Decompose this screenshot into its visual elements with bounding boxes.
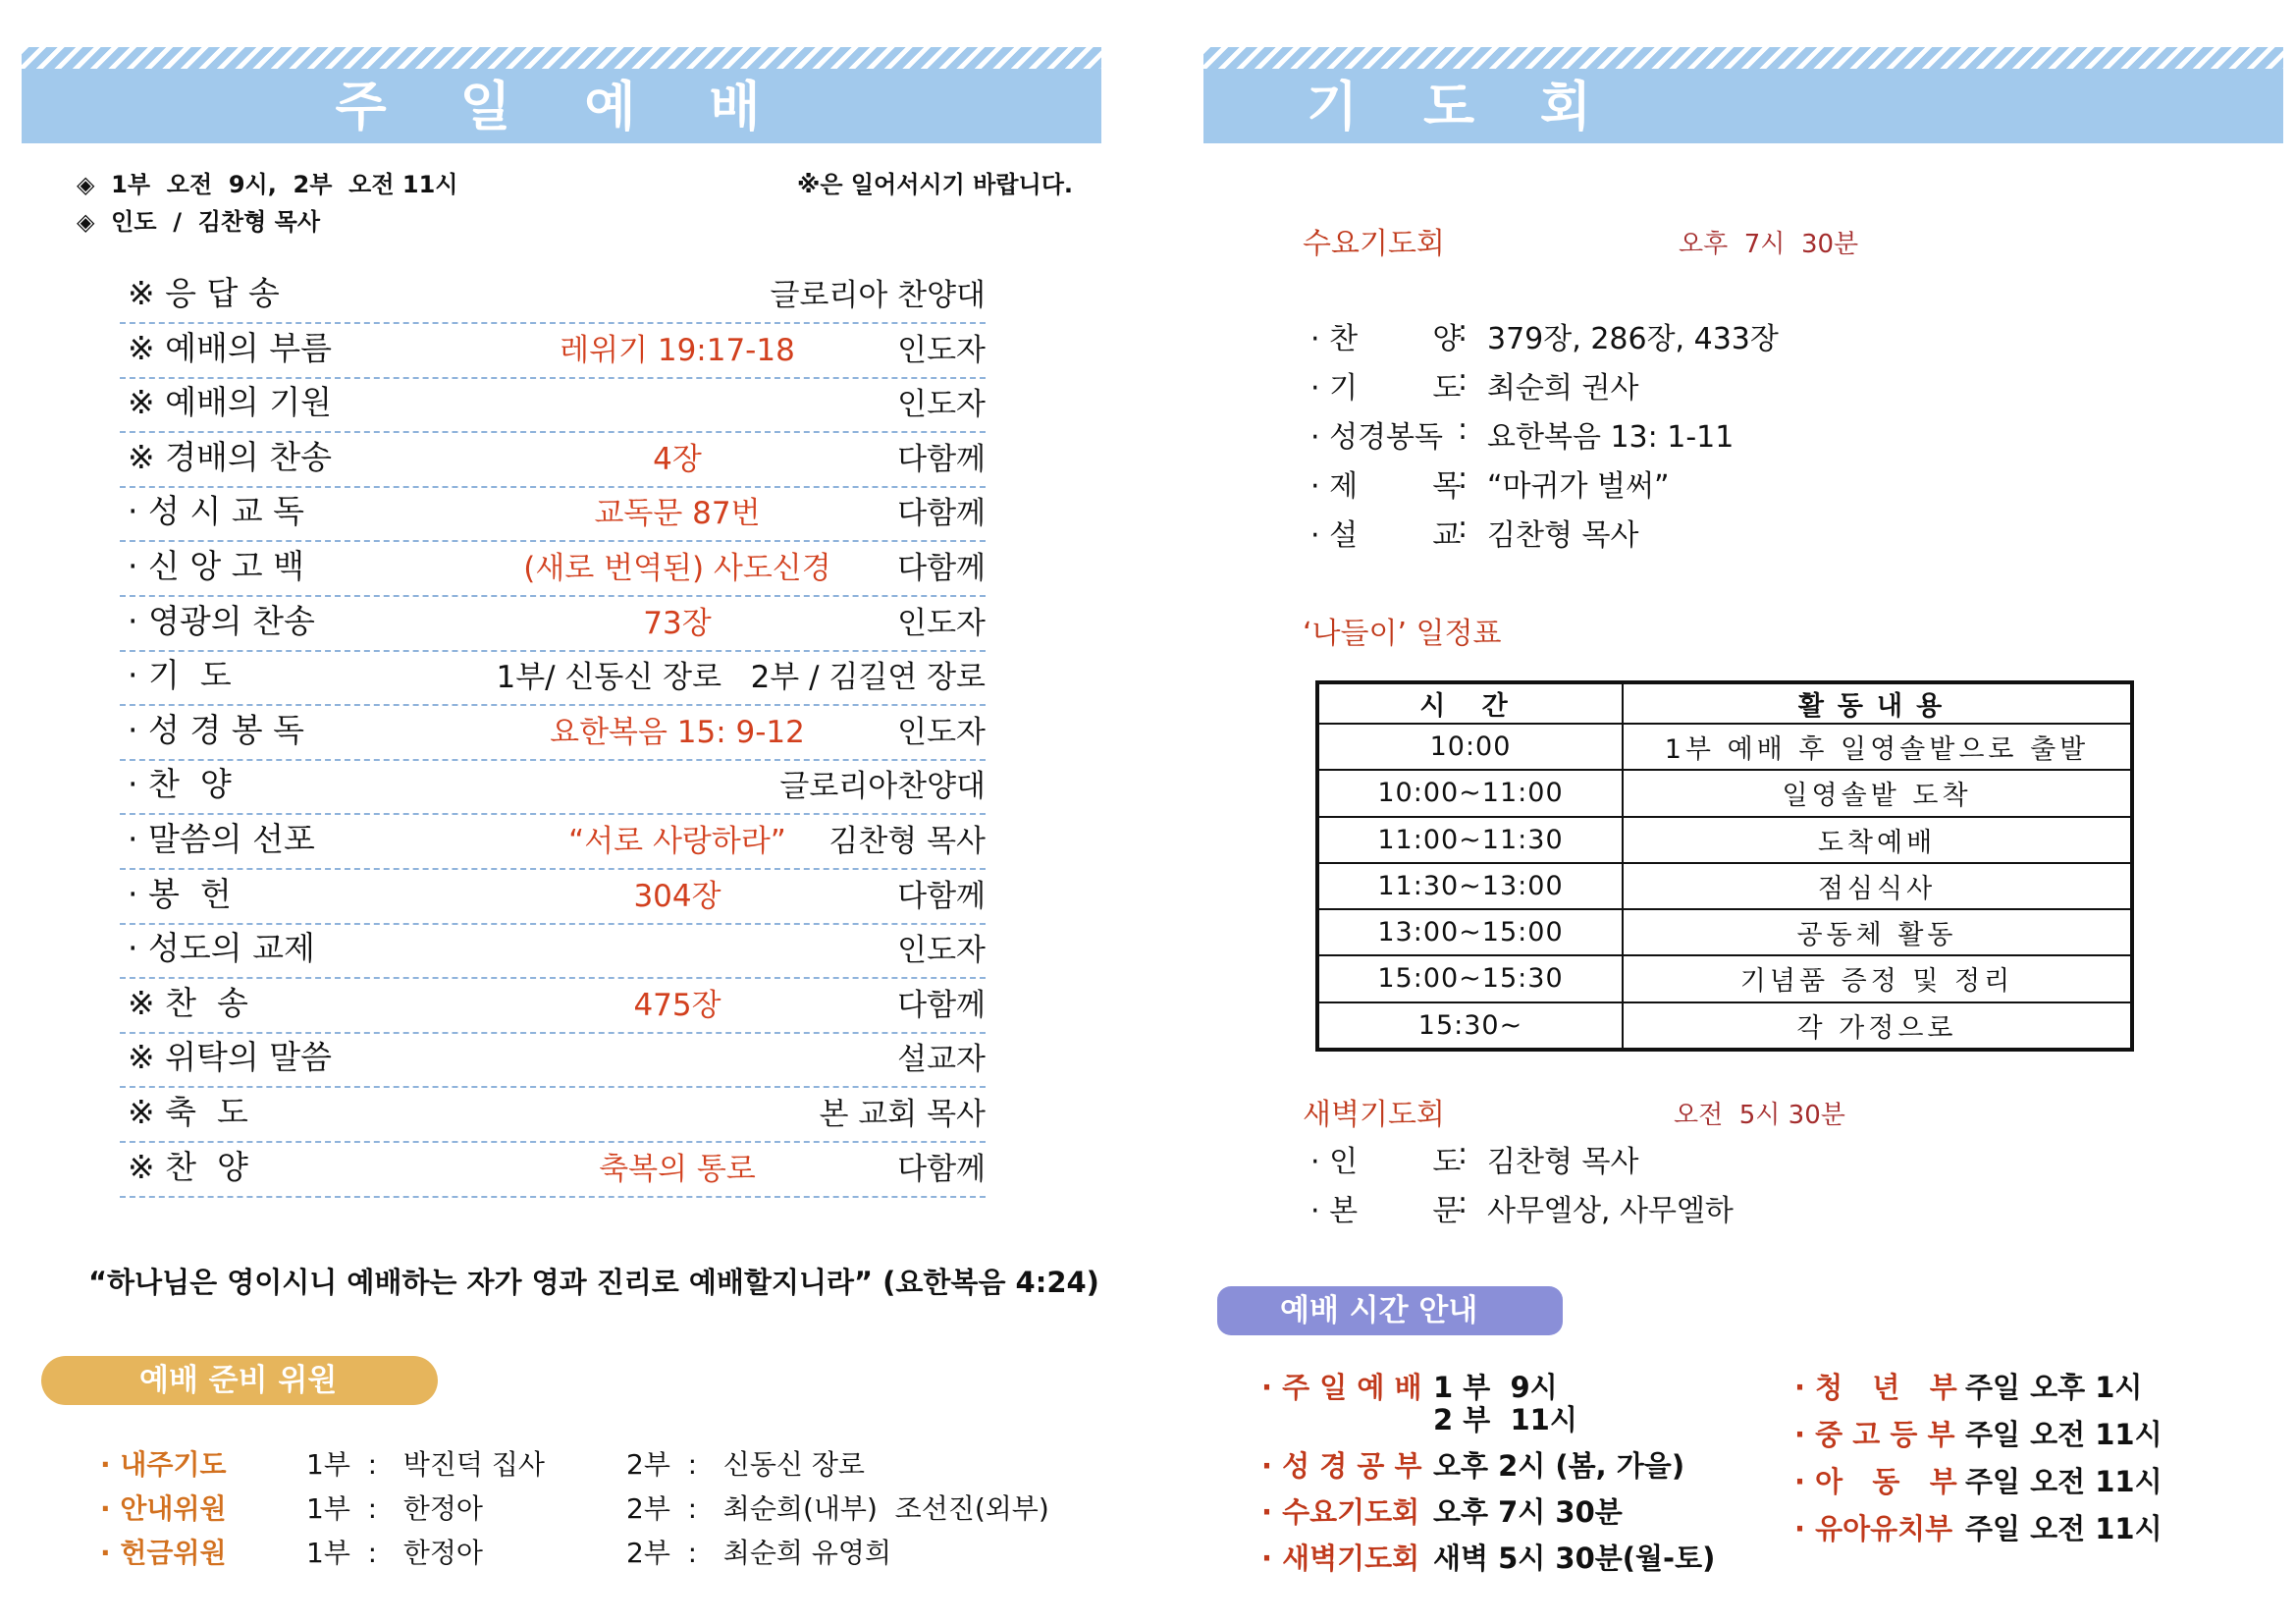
header-time: 시 간 [1317,682,1623,724]
order-item-detail: 레위기 19:17-18 [560,332,795,368]
table-row [1317,909,2132,955]
info-colon: : [1458,1186,1468,1220]
order-row [120,269,986,324]
info-colon: : [1458,461,1468,496]
info-key: · 본 문 [1310,1194,1462,1228]
schedule-activity: 각 가정으로 [1623,1002,2132,1051]
committee-role: · 안내위원 [100,1492,227,1525]
schedule-activity: 공동체 활동 [1623,909,2132,955]
order-item-leader: 1부/ 신동신 장로 2부 / 김길연 장로 [496,660,986,696]
table-row [1317,817,2132,863]
banner-stripe [22,47,1101,69]
order-item-label: · 말씀의 선포 [128,820,315,858]
order-item-detail: 304장 [633,878,721,914]
order-item-label: · 찬 양 [128,765,232,804]
prayer-title: 기 도 회 [1307,76,1616,137]
info-value: 사무엘상, 사무엘하 [1487,1194,1734,1228]
order-row [120,815,986,870]
wednesday-title: 수요기도회 [1303,227,1445,261]
order-item-label: · 성도의 교제 [128,929,315,968]
order-item-leader: 다함께 [897,987,986,1023]
order-row [120,870,986,925]
schedule-activity: 일영솔밭 도착 [1623,770,2132,816]
info-colon: : [1458,363,1468,398]
order-item-leader: 다함께 [897,1151,986,1187]
table-row [1317,724,2132,770]
order-item-label: ※ 응 답 송 [128,274,280,312]
order-item-leader: 본 교회 목사 [819,1097,986,1132]
table-row [1317,863,2132,909]
order-item-label: ※ 찬 양 [128,1147,248,1186]
outing-schedule-table [1315,680,2134,1052]
order-row [120,378,986,433]
committee-pill [41,1356,438,1405]
order-item-leader: 인도자 [897,933,986,969]
info-key: · 제 목 [1310,469,1462,504]
service-name: · 유아유치부 [1794,1512,1953,1545]
order-row [120,324,986,379]
service-name: · 아 동 부 [1794,1465,1957,1498]
service-time: 2 부 11시 [1433,1403,1577,1436]
service-name: · 새벽기도회 [1261,1542,1420,1575]
order-item-label: · 성 시 교 독 [128,492,304,531]
info-value: “마귀가 벌써” [1487,469,1670,504]
table-row [1317,770,2132,816]
schedule-activity: 1부 예배 후 일영솔밭으로 출발 [1623,724,2132,770]
wednesday-time: 오후 7시 30분 [1679,230,1859,259]
order-item-label: ※ 예배의 부름 [128,328,333,367]
service-time: 주일 오전 11시 [1965,1465,2163,1498]
info-value: 김찬형 목사 [1487,518,1639,553]
info-colon: : [1458,314,1468,349]
service-name: · 수요기도회 [1261,1495,1420,1529]
committee-role: · 내주기도 [100,1448,227,1481]
info-value: 김찬형 목사 [1487,1145,1639,1179]
schedule-activity: 도착예배 [1623,817,2132,863]
order-item-leader: 인도자 [897,714,986,750]
scripture-quote: “하나님은 영이시니 예배하는 자가 영과 진리로 예배할지니라” (요한복음 4:24) [88,1266,1099,1299]
schedule-time: 11:00~11:30 [1317,817,1623,863]
schedule-activity: 기념품 증정 및 정리 [1623,955,2132,1001]
info-colon: : [1458,1137,1468,1171]
table-row [1317,1002,2132,1051]
order-item-leader: 설교자 [897,1042,986,1078]
order-item-detail: 73장 [643,605,712,641]
order-row [120,924,986,979]
service-name: · 성 경 공 부 [1261,1449,1422,1483]
order-row [120,979,986,1034]
order-row [120,1088,986,1143]
order-row [120,542,986,597]
order-item-detail: 4장 [653,441,702,477]
order-item-detail: 축복의 통로 [599,1151,756,1187]
order-row [120,1033,986,1088]
service-time: 1 부 9시 [1433,1371,1558,1404]
committee-second: 2부 : 최순희 유영희 [626,1537,891,1569]
order-item-leader: 인도자 [897,605,986,641]
info-key: · 인 도 [1310,1145,1462,1179]
outing-title: ‘나들이’ 일정표 [1303,617,1502,651]
order-item-label: ※ 위탁의 말씀 [128,1038,333,1077]
order-item-label: · 봉 헌 [128,874,232,913]
info-key: · 성경봉독 [1310,420,1443,455]
guide-title: 예배 시간 안내 [1280,1293,1478,1328]
schedule-time: 10:00 [1317,724,1623,770]
service-times: ◈ 1부 오전 9시, 2부 오전 11시 [77,171,458,198]
order-item-label: · 영광의 찬송 [128,601,315,640]
worship-title: 주 일 예 배 [335,76,788,137]
order-item-label: ※ 찬 송 [128,983,248,1022]
dawn-time: 오전 5시 30분 [1674,1101,1845,1130]
order-row [120,487,986,542]
service-time: 주일 오후 1시 [1965,1371,2143,1404]
info-value: 최순희 권사 [1487,371,1639,406]
committee-first: 1부 : 한정아 [306,1537,483,1569]
order-item-detail: 교독문 87번 [594,496,761,532]
table-header-row [1317,682,2132,724]
prayer-banner [1203,47,2283,143]
stand-note: ※은 일어서시기 바랍니다. [797,171,1073,198]
order-item-leader: 다함께 [897,551,986,586]
header-activity: 활동내용 [1623,682,2132,724]
committee-second: 2부 : 최순희(내부) 조선진(외부) [626,1492,1049,1525]
order-item-leader: 다함께 [897,878,986,914]
info-key: · 설 교 [1310,518,1462,553]
committee-second: 2부 : 신동신 장로 [626,1448,865,1481]
service-name: · 청 년 부 [1794,1371,1957,1404]
order-row [120,433,986,488]
info-value: 요한복음 13: 1-11 [1487,420,1735,455]
order-item-leader: 다함께 [897,496,986,532]
order-item-detail: (새로 번역된) 사도신경 [523,551,831,586]
order-row [120,1143,986,1198]
order-item-label: ※ 축 도 [128,1093,248,1131]
order-item-detail: 요한복음 15: 9-12 [550,714,805,750]
order-item-leader: 김찬형 목사 [828,824,986,859]
schedule-time: 10:00~11:00 [1317,770,1623,816]
order-item-detail: “서로 사랑하라” [568,824,786,859]
order-item-label: ※ 예배의 기원 [128,383,333,422]
dawn-title: 새벽기도회 [1303,1098,1445,1132]
info-value: 379장, 286장, 433장 [1487,322,1779,356]
committee-role: · 헌금위원 [100,1537,227,1569]
order-item-detail: 475장 [633,987,721,1023]
order-row [120,760,986,815]
schedule-time: 13:00~15:00 [1317,909,1623,955]
schedule-activity: 점심식사 [1623,863,2132,909]
service-time: 오후 2시 (봄, 가을) [1433,1449,1685,1483]
table-row [1317,955,2132,1001]
committee-first: 1부 : 박진덕 집사 [306,1448,545,1481]
order-item-label: ※ 경배의 찬송 [128,437,333,476]
info-colon: : [1458,511,1468,545]
order-item-leader: 인도자 [897,387,986,423]
info-key: · 기 도 [1310,371,1462,406]
order-item-label: · 기 도 [128,656,232,695]
service-name: · 중 고 등 부 [1794,1418,1955,1451]
order-row [120,597,986,652]
service-time: 주일 오전 11시 [1965,1512,2163,1545]
committee-title: 예배 준비 위원 [139,1363,338,1398]
order-item-leader: 글로리아찬양대 [779,769,986,805]
order-row [120,651,986,706]
order-item-leader: 다함께 [897,441,986,477]
info-colon: : [1458,412,1468,447]
leader: ◈ 인도 / 김찬형 목사 [77,208,320,236]
service-name: · 주 일 예 배 [1261,1371,1422,1404]
committee-first: 1부 : 한정아 [306,1492,483,1525]
banner-stripe [1203,47,2283,69]
guide-pill [1217,1286,1563,1335]
order-item-leader: 인도자 [897,332,986,368]
service-time: 새벽 5시 30분(월-토) [1433,1542,1716,1575]
info-key: · 찬 양 [1310,322,1462,356]
service-time: 주일 오전 11시 [1965,1418,2163,1451]
schedule-time: 15:00~15:30 [1317,955,1623,1001]
order-item-leader: 글로리아 찬양대 [770,278,986,313]
schedule-time: 11:30~13:00 [1317,863,1623,909]
worship-banner [22,47,1101,143]
order-item-label: · 신 앙 고 백 [128,547,304,585]
order-row [120,706,986,761]
order-item-label: · 성 경 봉 독 [128,710,304,749]
schedule-time: 15:30~ [1317,1002,1623,1051]
service-time: 오후 7시 30분 [1433,1495,1623,1529]
